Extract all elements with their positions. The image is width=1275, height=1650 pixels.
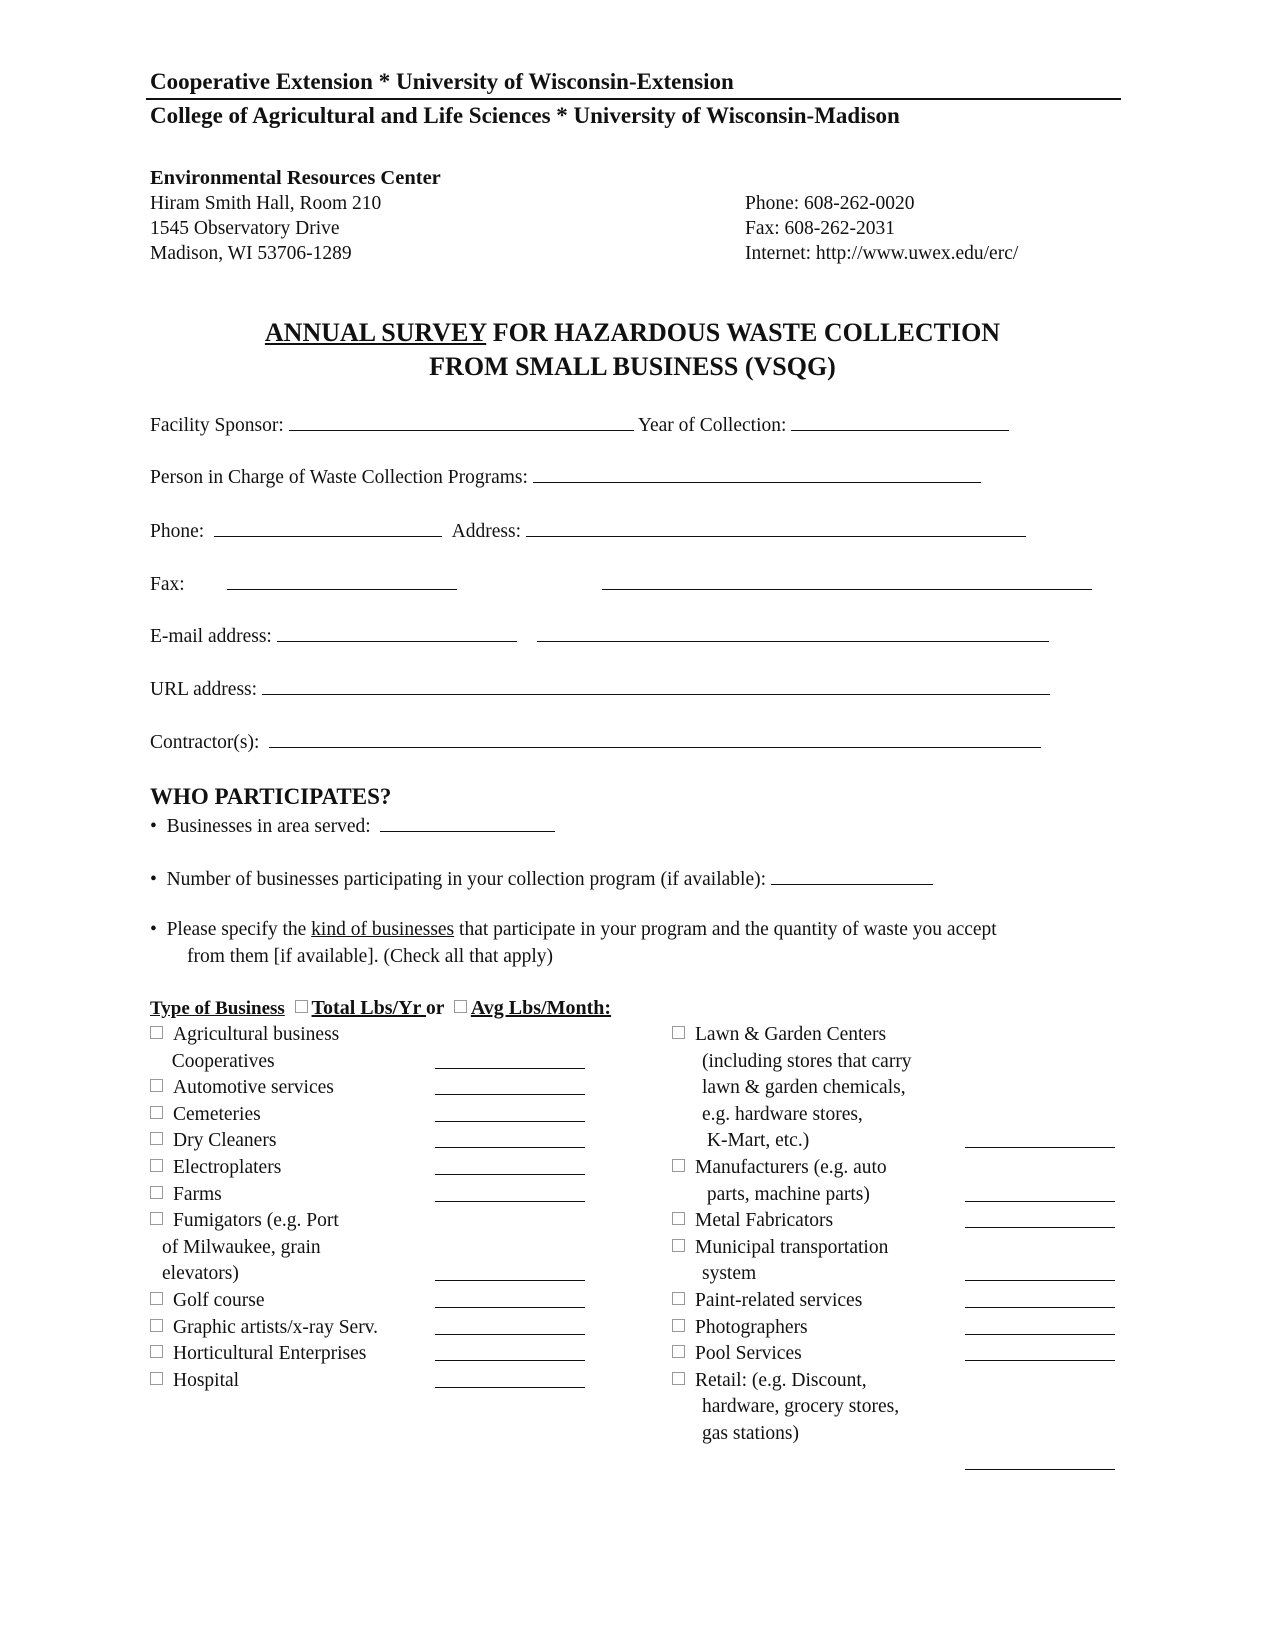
business-type-item[interactable] [150, 1371, 239, 1391]
business-type-label: Agricultural business [173, 1024, 340, 1045]
facility-sponsor-row [150, 414, 1009, 436]
checkbox[interactable] [150, 1345, 163, 1358]
avg-lbs-checkbox[interactable] [454, 1000, 467, 1013]
checkbox[interactable] [672, 1026, 685, 1039]
checkbox[interactable] [150, 1372, 163, 1385]
center-internet: Internet: http://www.uwex.edu/erc/ [745, 243, 1019, 264]
kind-text-pre: Please specify the [166, 919, 312, 940]
address-field-1[interactable] [526, 520, 1026, 537]
business-type-item-continued [702, 1078, 906, 1098]
business-type-label: Manufacturers (e.g. auto [695, 1157, 887, 1178]
bullet-businesses-served: • Businesses in area served: [150, 815, 555, 837]
kind-text-line-2: from them [if available]. (Check all that apply) [187, 946, 554, 967]
business-type-item[interactable] [150, 1211, 339, 1231]
business-type-item[interactable] [672, 1371, 867, 1391]
business-type-item-continued [702, 1131, 809, 1151]
business-type-item-continued [162, 1238, 321, 1258]
business-type-item[interactable] [672, 1238, 888, 1258]
checkbox[interactable] [150, 1106, 163, 1119]
bullet-businesses-participating: • Number of businesses participating in your collection program (if available): [150, 868, 933, 890]
quantity-field[interactable] [435, 1185, 585, 1207]
business-type-label: Cemeteries [173, 1103, 261, 1125]
or-label: or [426, 998, 445, 1019]
business-type-item[interactable] [150, 1344, 366, 1364]
businesses-served-label: Businesses in area served: [166, 816, 371, 837]
checkbox[interactable] [150, 1132, 163, 1145]
business-type-label: Paint-related services [695, 1290, 863, 1311]
year-label: Year of Collection: [637, 415, 787, 436]
business-type-label: Farms [173, 1183, 222, 1205]
contractors-field[interactable] [269, 731, 1041, 748]
business-type-label: Cooperatives [162, 1050, 275, 1072]
business-type-item-continued [162, 1264, 239, 1284]
business-type-item[interactable] [150, 1025, 339, 1045]
business-type-item[interactable] [150, 1291, 265, 1311]
business-type-label: parts, machine parts) [702, 1183, 870, 1205]
quantity-field[interactable] [965, 1344, 1115, 1366]
business-type-item-continued [702, 1052, 912, 1072]
business-type-label: Hospital [173, 1369, 240, 1391]
business-type-item[interactable] [150, 1185, 222, 1205]
business-type-item[interactable] [150, 1131, 276, 1151]
business-type-label: Municipal transportation [695, 1236, 889, 1258]
col-type-of-business: Type of Business [150, 998, 285, 1019]
quantity-field[interactable] [435, 1158, 585, 1180]
checkbox[interactable] [150, 1186, 163, 1199]
person-label: Person in Charge of Waste Collection Programs: [150, 467, 528, 488]
checkbox[interactable] [672, 1239, 685, 1252]
address-field-2[interactable] [602, 573, 1092, 590]
quantity-field[interactable] [965, 1131, 1115, 1153]
checkbox[interactable] [150, 1212, 163, 1225]
quantity-field[interactable] [965, 1453, 1115, 1475]
survey-title-line-2: FROM SMALL BUSINESS (VSQG) [429, 352, 836, 381]
table-header [150, 998, 611, 1019]
business-type-label: gas stations) [702, 1423, 799, 1444]
quantity-field[interactable] [435, 1052, 585, 1074]
checkbox[interactable] [150, 1159, 163, 1172]
business-type-item[interactable] [150, 1078, 334, 1098]
address-field-3[interactable] [537, 625, 1049, 642]
business-type-label: of Milwaukee, grain [162, 1236, 321, 1258]
kind-text-post: that participate in your program and the quantity of waste you accept [454, 919, 997, 940]
quantity-field[interactable] [965, 1211, 1115, 1233]
person-field[interactable] [533, 466, 981, 483]
email-label: E-mail address: [150, 626, 272, 647]
address-label: Address: [451, 521, 521, 542]
business-type-label: Retail: (e.g. Discount, [695, 1369, 867, 1391]
contractors-label: Contractor(s): [150, 732, 260, 753]
business-type-item-continued [702, 1264, 756, 1284]
business-type-item[interactable] [150, 1318, 378, 1338]
business-type-label: Golf course [173, 1290, 265, 1311]
businesses-participating-field[interactable] [771, 868, 933, 885]
address-line-1: Hiram Smith Hall, Room 210 [150, 193, 382, 214]
business-type-item-continued [162, 1052, 275, 1072]
checkbox[interactable] [672, 1212, 685, 1225]
center-fax: Fax: 608-262-2031 [745, 218, 896, 239]
business-type-label: Horticultural Enterprises [173, 1343, 367, 1365]
checkbox[interactable] [672, 1372, 685, 1385]
quantity-field[interactable] [435, 1371, 585, 1393]
col-total-lbs: Total Lbs/Yr [311, 997, 427, 1019]
business-type-label: Photographers [695, 1316, 808, 1338]
business-type-item[interactable] [672, 1291, 862, 1311]
contractors-row [150, 731, 1041, 753]
checkbox[interactable] [672, 1345, 685, 1358]
fax-row [150, 573, 1092, 595]
center-phone: Phone: 608-262-0020 [745, 193, 915, 214]
center-name: Environmental Resources Center [150, 167, 441, 189]
quantity-field[interactable] [435, 1344, 585, 1366]
quantity-field[interactable] [435, 1291, 585, 1313]
business-type-item[interactable] [150, 1158, 281, 1178]
business-type-item-continued [702, 1185, 870, 1205]
business-type-item[interactable] [672, 1318, 808, 1338]
email-field[interactable] [277, 625, 517, 642]
phone-address-row [150, 520, 1026, 542]
facility-sponsor-label: Facility Sponsor: [150, 415, 284, 436]
checkbox[interactable] [150, 1079, 163, 1092]
total-lbs-checkbox[interactable] [295, 1000, 308, 1013]
facility-sponsor-field[interactable] [289, 414, 634, 431]
kind-of-businesses-text: kind of businesses [311, 919, 455, 940]
bullet-kind-of-businesses: • Please specify the kind of businesses that participate in your program and the quantity of waste you accept [150, 919, 997, 940]
title-rest: FOR HAZARDOUS WASTE COLLECTION [486, 318, 1001, 347]
header-rule [146, 98, 1121, 100]
business-type-label: Automotive services [173, 1077, 334, 1099]
col-avg-lbs: Avg Lbs/Month: [470, 997, 612, 1019]
checkbox[interactable] [150, 1319, 163, 1332]
business-type-label: K-Mart, etc.) [702, 1130, 810, 1152]
who-participates-heading: WHO PARTICIPATES? [150, 784, 392, 809]
checkbox[interactable] [672, 1159, 685, 1172]
business-type-label: Electroplaters [173, 1157, 282, 1178]
quantity-field[interactable] [435, 1318, 585, 1340]
checkbox[interactable] [672, 1319, 685, 1332]
quantity-field[interactable] [435, 1131, 585, 1153]
quantity-field[interactable] [965, 1185, 1115, 1207]
email-row [150, 625, 1049, 647]
address-line-2: 1545 Observatory Drive [150, 218, 340, 239]
quantity-field[interactable] [435, 1105, 585, 1127]
phone-field[interactable] [214, 520, 442, 537]
business-type-label: elevators) [162, 1263, 239, 1285]
checkbox[interactable] [150, 1292, 163, 1305]
business-type-item[interactable] [672, 1211, 833, 1231]
address-line-3: Madison, WI 53706-1289 [150, 243, 352, 264]
businesses-participating-label: Number of businesses participating in your collection program (if available): [166, 869, 767, 890]
business-type-label: Lawn & Garden Centers [695, 1024, 887, 1045]
title-underlined: ANNUAL SURVEY [264, 318, 487, 347]
business-type-item[interactable] [150, 1105, 261, 1125]
business-type-item-continued [702, 1105, 863, 1125]
fax-label: Fax: [150, 574, 185, 595]
person-row [150, 466, 981, 488]
quantity-field[interactable] [965, 1264, 1115, 1286]
business-type-label: e.g. hardware stores, [702, 1103, 863, 1125]
header-line-1: Cooperative Extension * University of Wisconsin-Extension [150, 69, 734, 94]
url-label: URL address: [150, 679, 258, 700]
business-type-label: Fumigators (e.g. Port [173, 1210, 339, 1232]
quantity-field[interactable] [965, 1318, 1115, 1340]
fax-field[interactable] [227, 573, 457, 590]
business-type-item-continued [702, 1397, 899, 1417]
business-type-label: Pool Services [695, 1343, 802, 1365]
checkbox[interactable] [672, 1292, 685, 1305]
quantity-field[interactable] [435, 1264, 585, 1286]
business-type-label: lawn & garden chemicals, [702, 1077, 906, 1099]
business-type-label: (including stores that carry [702, 1050, 912, 1072]
header-line-2: College of Agricultural and Life Sciences * University of Wisconsin-Madison [150, 103, 900, 128]
survey-title [0, 320, 1265, 346]
year-field[interactable] [791, 414, 1009, 431]
business-type-item-continued [702, 1424, 799, 1444]
quantity-field[interactable] [965, 1291, 1115, 1313]
business-type-label: Graphic artists/x-ray Serv. [173, 1316, 379, 1338]
business-type-label: Metal Fabricators [695, 1210, 834, 1232]
quantity-field[interactable] [435, 1078, 585, 1100]
business-type-label: Dry Cleaners [173, 1130, 277, 1152]
url-row [150, 678, 1050, 700]
business-type-item[interactable] [672, 1158, 887, 1178]
business-type-item[interactable] [672, 1025, 886, 1045]
checkbox[interactable] [150, 1026, 163, 1039]
businesses-served-field[interactable] [380, 815, 555, 832]
business-type-label: system [702, 1263, 757, 1285]
business-type-item[interactable] [672, 1344, 802, 1364]
business-type-label: hardware, grocery stores, [702, 1396, 900, 1418]
url-field[interactable] [262, 678, 1050, 695]
phone-label: Phone: [150, 521, 205, 542]
